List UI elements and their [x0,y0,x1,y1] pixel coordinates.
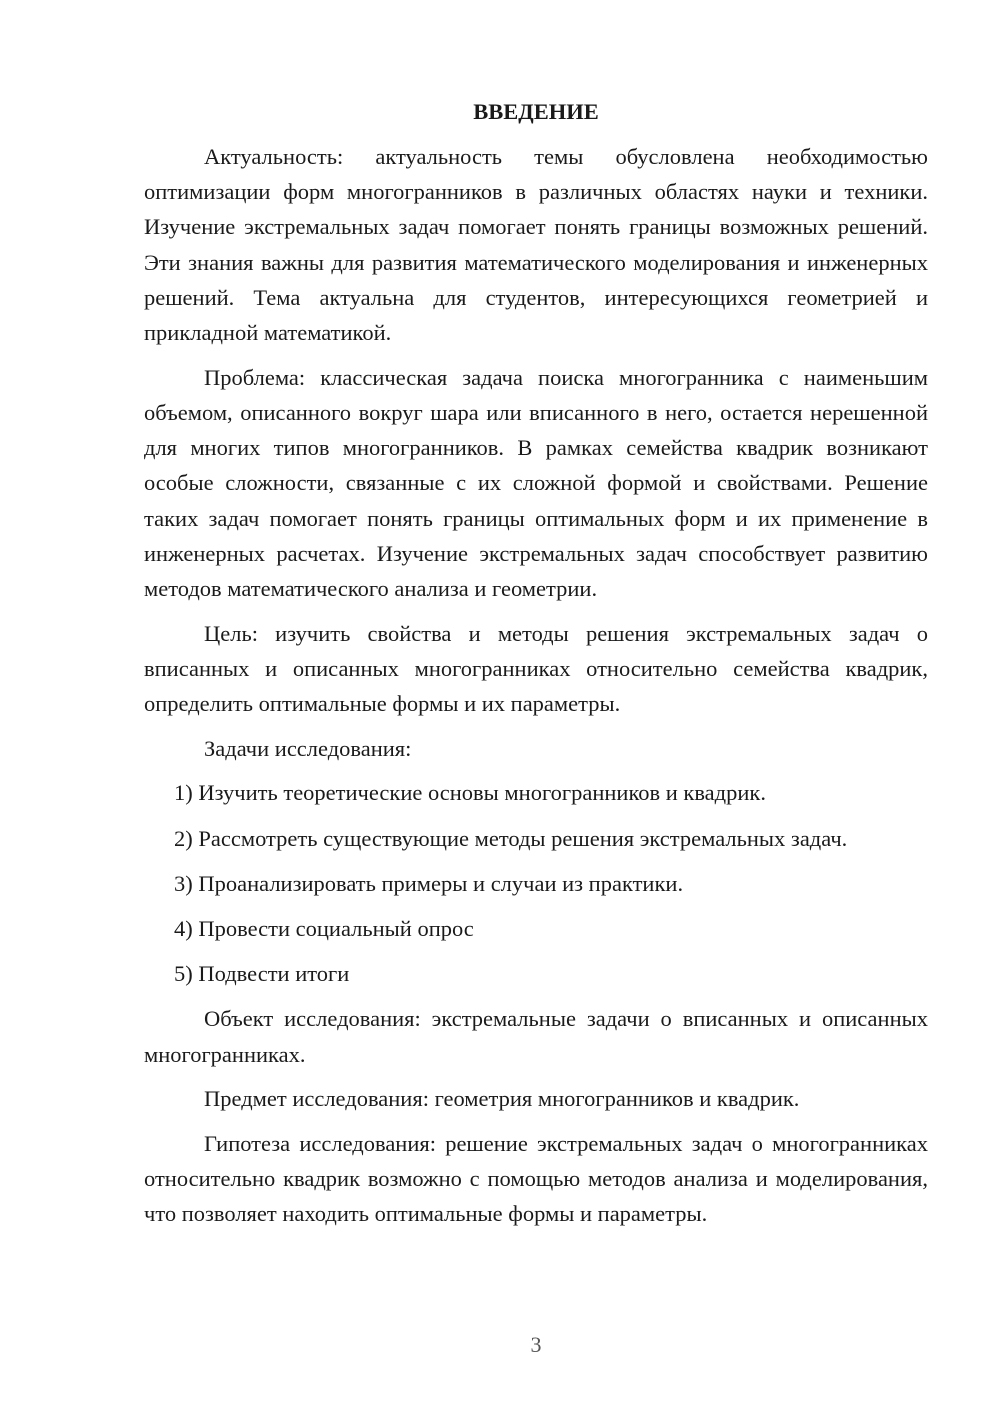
paragraph-subject: Предмет исследования: геометрия многогранников и квадрик. [204,1086,800,1112]
tasks-list [144,775,928,991]
list-item: 4) Провести социальный опрос [174,916,474,942]
list-item: 3) Проанализировать примеры и случаи из практики. [174,870,684,896]
paragraph-hypothesis: Гипотеза исследования: решение экстремальных задач о многогранниках относительно квадрик возможно с помощью методов анализа и моделирования, что позволяет находить оптимальные формы и параметры. [144,1131,928,1227]
list-item: 5) Подвести итоги [174,961,350,987]
paragraph-problem: Проблема: классическая задача поиска многогранника с наименьшим объемом, описанного вокруг шара или вписанного в него, остается нерешенной для многих типов многогранников. В рамках семейства квадрик возникают особые сложности, связанные с их сложной формой и свойствами. Решение таких задач помогает понять границы оптимальных форм и их применение в инженерных расчетах. Изучение экстремальных задач способствует развитию методов математического анализа и геометрии. [144,364,928,601]
paragraph-object: Объект исследования: экстремальные задачи о вписанных и описанных многогранниках. [144,1006,928,1067]
list-item: 1) Изучить теоретические основы многогранников и квадрик. [174,780,766,806]
page-title: ВВЕДЕНИЕ [473,99,599,124]
paragraph-goal: Цель: изучить свойства и методы решения экстремальных задач о вписанных и описанных многогранниках относительно семейства квадрик, определить оптимальные формы и их параметры. [144,620,928,717]
list-item: 2) Рассмотреть существующие методы решения экстремальных задач. [174,825,848,851]
page-number: 3 [530,1332,542,1357]
paragraph-relevance: Актуальность: актуальность темы обусловлена необходимостью оптимизации форм многогранников в различных областях науки и техники. Изучение экстремальных задач помогает понять границы возможных решений. Эти знания важны для развития математического моделирования и инженерных решений. Тема актуальна для студентов, интересующихся геометрией и прикладной математикой. [144,144,928,346]
tasks-intro: Задачи исследования: [204,735,412,761]
page-content [144,94,928,1241]
